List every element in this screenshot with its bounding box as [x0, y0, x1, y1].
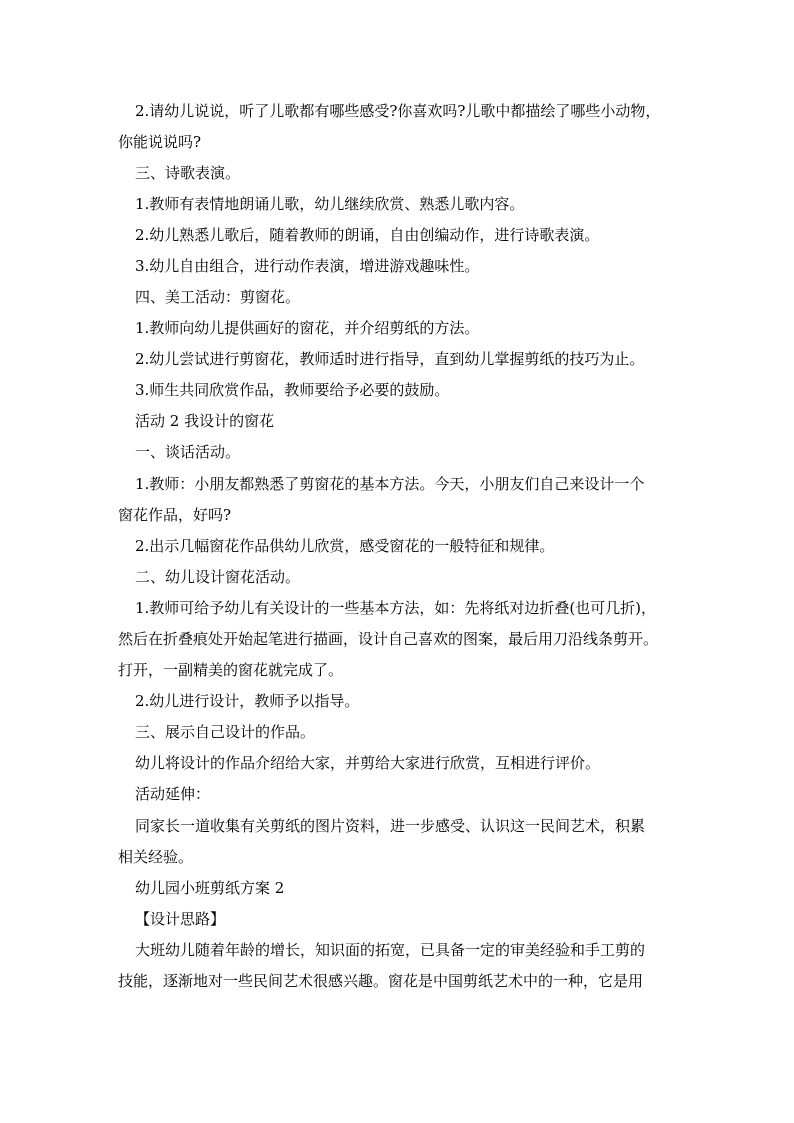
paragraph-line: 幼儿将设计的作品介绍给大家，并剪给大家进行欣赏，互相进行评价。 [135, 754, 601, 772]
paragraph-line: 1.教师可给予幼儿有关设计的一些基本方法，如：先将纸对边折叠(也可几折)， [135, 599, 657, 617]
paragraph-line: 大班幼儿随着年龄的增长，知识面的拓宽，已具备一定的审美经验和手工剪的 [135, 941, 646, 959]
paragraph-line: 1.教师有表情地朗诵儿歌，幼儿继续欣赏、熟悉儿歌内容。 [135, 195, 525, 213]
section-heading: 活动延伸： [135, 785, 211, 803]
paragraph-line: 打开，一副精美的窗花就完成了。 [118, 661, 344, 679]
document-title: 幼儿园小班剪纸方案 2 [135, 879, 285, 897]
activity-heading: 活动 2 我设计的窗花 [135, 412, 275, 430]
paragraph-line: 1.教师向幼儿提供画好的窗花，并介绍剪纸的方法。 [135, 319, 480, 337]
section-heading: 一、谈话活动。 [135, 443, 241, 461]
paragraph-line: 窗花作品，好吗? [118, 506, 232, 524]
paragraph-line: 2.幼儿进行设计，教师予以指导。 [135, 692, 360, 710]
paragraph-line: 技能，逐渐地对一些民间艺术很感兴趣。窗花是中国剪纸艺术中的一种，它是用 [118, 972, 644, 990]
paragraph-line: 你能说说吗? [118, 133, 202, 151]
paragraph-line: 2.幼儿尝试进行剪窗花，教师适时进行指导，直到幼儿掌握剪纸的技巧为止。 [135, 350, 645, 368]
section-heading: 【设计思路】 [135, 910, 226, 928]
paragraph-line: 相关经验。 [118, 848, 194, 866]
paragraph-line: 同家长一道收集有关剪纸的图片资料，进一步感受、认识这一民间艺术，积累 [135, 817, 646, 835]
paragraph-line: 3.师生共同欣赏作品，教师要给予必要的鼓励。 [135, 381, 450, 399]
paragraph-line: 2.出示几幅窗花作品供幼儿欣赏，感受窗花的一般特征和规律。 [135, 537, 555, 555]
section-heading: 三、诗歌表演。 [135, 164, 241, 182]
paragraph-line: 1.教师：小朋友都熟悉了剪窗花的基本方法。今天，小朋友们自己来设计一个 [135, 475, 645, 493]
section-heading: 三、展示自己设计的作品。 [135, 723, 316, 741]
section-heading: 四、美工活动：剪窗花。 [135, 288, 301, 306]
paragraph-line: 然后在折叠痕处开始起笔进行描画，设计自己喜欢的图案，最后用刀沿线条剪开。 [118, 630, 659, 648]
paragraph-line: 2.幼儿熟悉儿歌后，随着教师的朗诵，自由创编动作，进行诗歌表演。 [135, 226, 600, 244]
section-heading: 二、幼儿设计窗花活动。 [135, 568, 301, 586]
paragraph-line: 3.幼儿自由组合，进行动作表演，增进游戏趣味性。 [135, 257, 480, 275]
paragraph-line: 2.请幼儿说说，听了儿歌都有哪些感受?你喜欢吗?儿歌中都描绘了哪些小动物， [135, 102, 661, 120]
